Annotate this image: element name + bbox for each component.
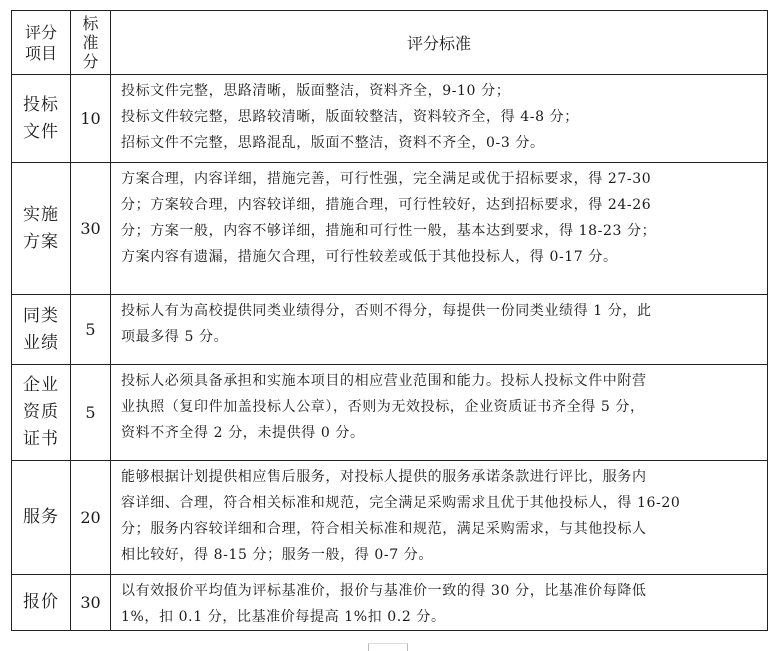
scoring-criteria-table: [11, 10, 768, 631]
table-row: [12, 575, 768, 631]
row-points: 20: [71, 461, 111, 575]
row-criteria: 投标人有为高校提供同类业绩得分，否则不得分，每提供一份同类业绩得 1 分，此 项最多得 5 分。: [111, 295, 768, 365]
row-points: 5: [71, 295, 111, 365]
row-criteria: 能够根据计划提供相应售后服务，对投标人提供的服务承诺条款进行评比，服务内 容详细、合理，符合相关标准和规范，完全满足采购需求且优于其他投标人，得 16-20 分；服务内容较详细和合理，符合相关标准和规范，满足采购需求，与其他投标人 相比较好，得 8-15 分；服务一般，得 0-7 分。: [111, 461, 768, 575]
row-points: 30: [71, 575, 111, 631]
row-item-name: 企业 资质 证书: [12, 365, 71, 461]
row-criteria: 投标文件完整，思路清晰，版面整洁，资料齐全，9-10 分； 投标文件较完整，思路较清晰，版面较整洁，资料较齐全，得 4-8 分； 招标文件不完整，思路混乱，版面不整洁，资料不齐全，0-3 分。: [111, 75, 768, 163]
row-points: 10: [71, 75, 111, 163]
table-row: [12, 295, 768, 365]
row-item-name: 同类 业绩: [12, 295, 71, 365]
table-row: [12, 75, 768, 163]
table-row: [12, 365, 768, 461]
table-row: [12, 461, 768, 575]
table-header-row: [12, 11, 768, 75]
row-criteria: 投标人必须具备承担和实施本项目的相应营业范围和能力。投标人投标文件中附营 业执照（复印件加盖投标人公章），否则为无效投标，企业资质证书齐全得 5 分， 资料不齐全得 2 分，未提供得 0 分。: [111, 365, 768, 461]
row-criteria: 以有效报价平均值为评标基准价，报价与基准价一致的得 30 分，比基准价每降低 1%，扣 0.1 分，比基准价每提高 1%扣 0.2 分。: [111, 575, 768, 631]
row-item-name: 报价: [12, 575, 71, 631]
row-points: 5: [71, 365, 111, 461]
row-criteria: 方案合理，内容详细，措施完善，可行性强，完全满足或优于招标要求，得 27-30 分；方案较合理，内容较详细，措施合理，可行性较好，达到招标要求，得 24-26 分；方案一般，内容不够详细，措施和可行性一般，基本达到要求，得 18-23 分； 方案内容有遗漏，措施欠合理，可行性较差或低于其他投标人，得 0-17 分。: [111, 163, 768, 295]
header-standard-points: 标 准 分: [71, 11, 111, 75]
row-item-name: 投标 文件: [12, 75, 71, 163]
row-item-name: 服务: [12, 461, 71, 575]
page-edge-marker: [368, 643, 408, 651]
table-row: [12, 163, 768, 295]
header-scoring-item: 评分 项目: [12, 11, 71, 75]
row-points: 30: [71, 163, 111, 295]
row-item-name: 实施 方案: [12, 163, 71, 295]
header-scoring-criteria: 评分标准: [111, 11, 768, 75]
